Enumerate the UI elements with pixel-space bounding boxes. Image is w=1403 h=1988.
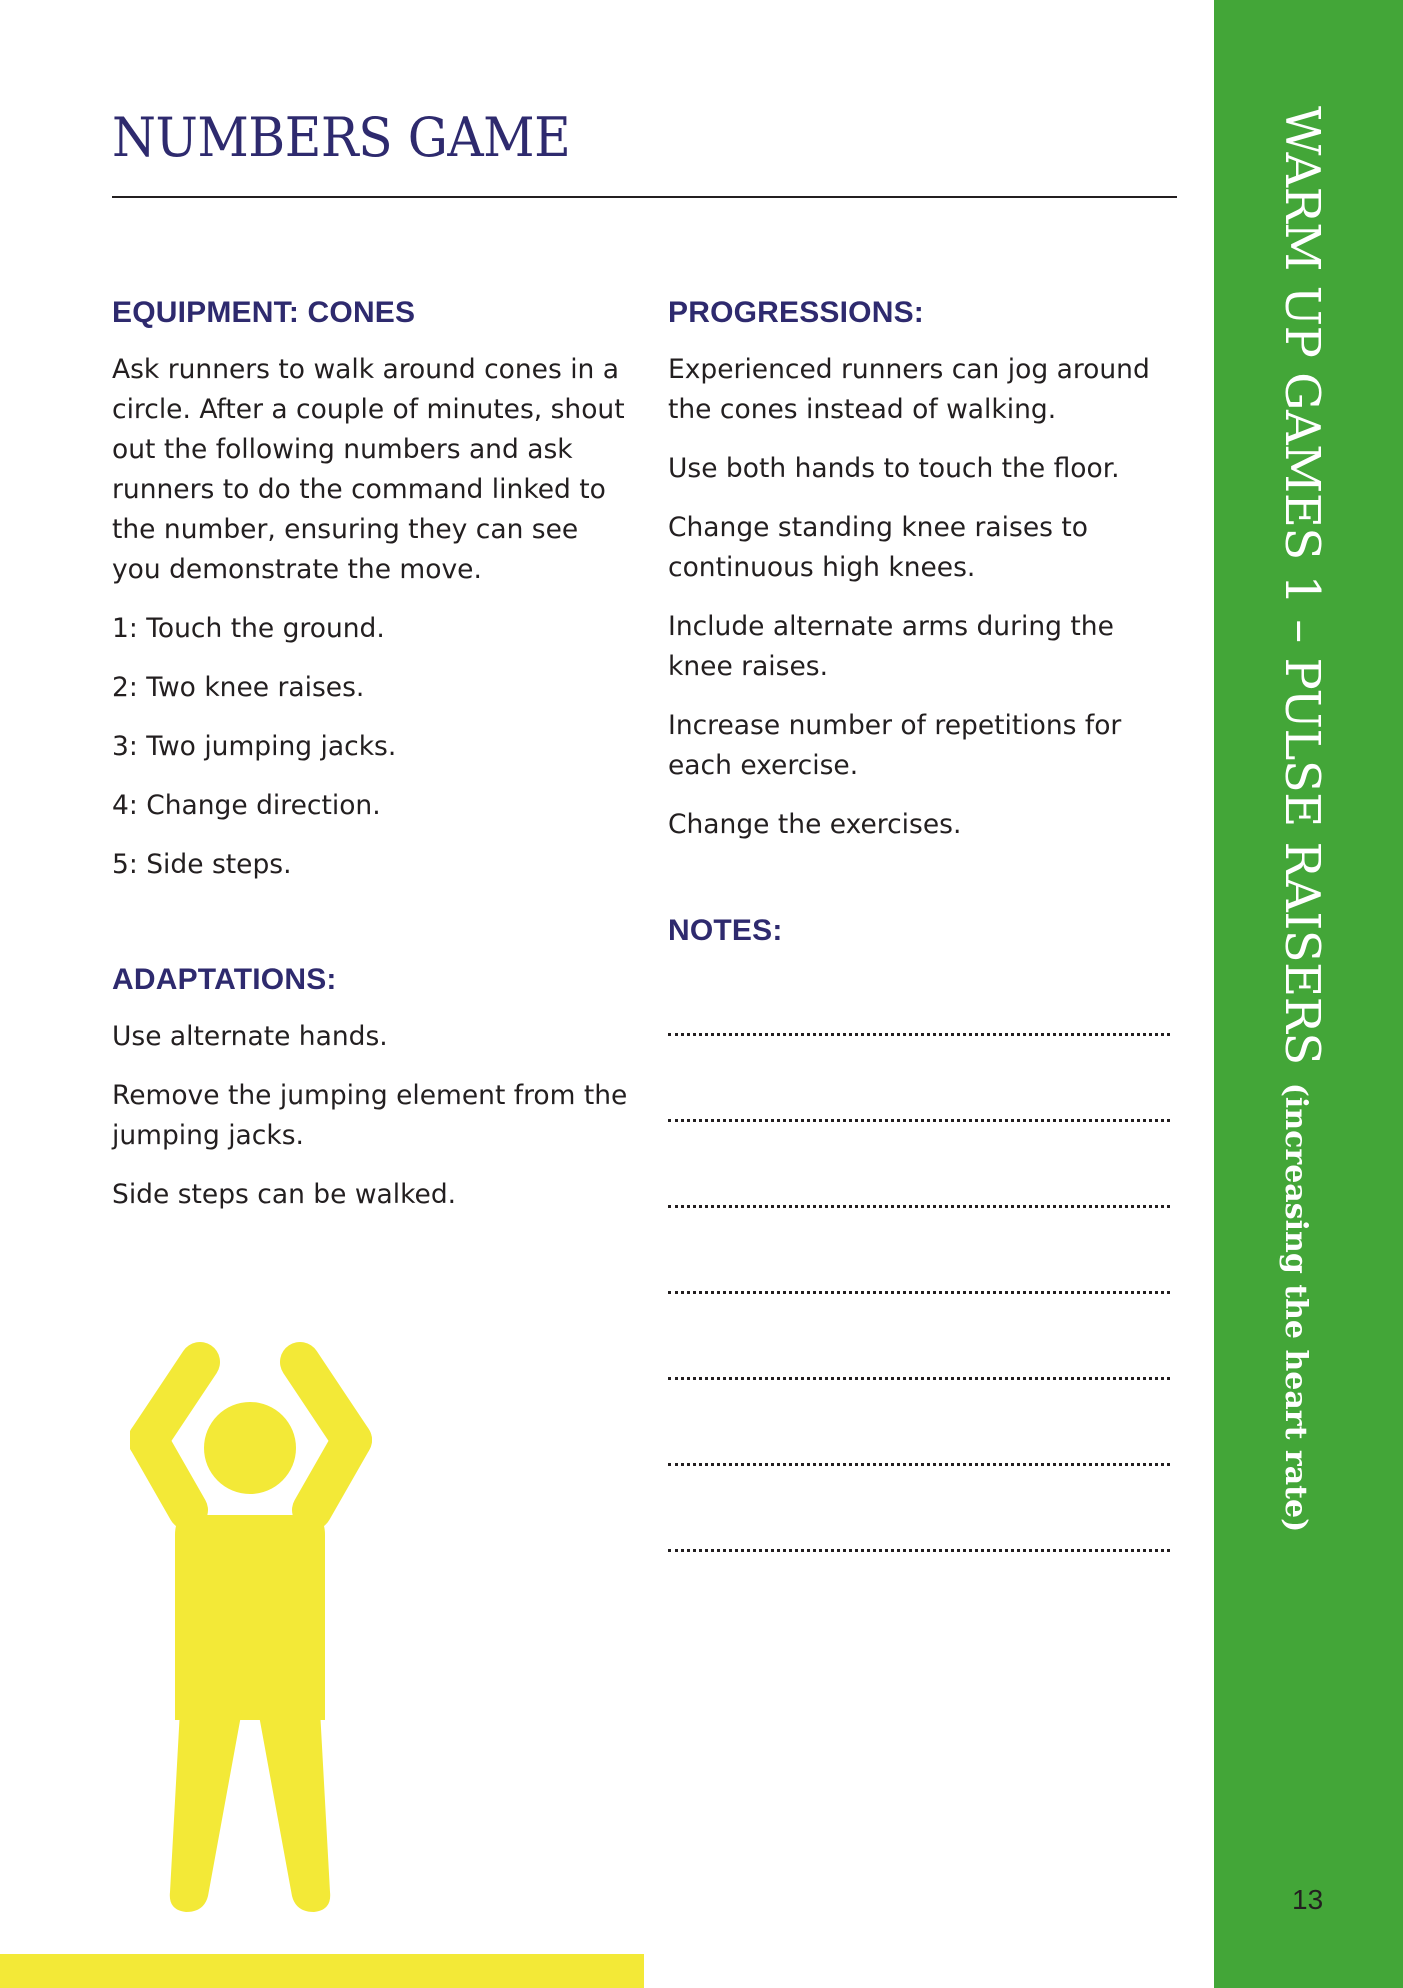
progression-item: Change standing knee raises to continuous high knees.: [668, 512, 1088, 583]
command-item: 3: Two jumping jacks.: [112, 731, 397, 762]
note-line[interactable]: [668, 1490, 1180, 1576]
note-line[interactable]: [668, 1404, 1180, 1490]
stick-figure-icon: [130, 1340, 390, 1920]
title-divider: [112, 196, 1177, 198]
command-item: 5: Side steps.: [112, 849, 292, 880]
right-column: [668, 296, 1180, 1576]
progression-item: Use both hands to touch the floor.: [668, 453, 1120, 484]
equipment-heading: EQUIPMENT: CONES: [112, 296, 416, 329]
notes-lines[interactable]: [668, 968, 1180, 1576]
progression-item: Include alternate arms during the knee raises.: [668, 611, 1114, 682]
adaptation-item: Side steps can be walked.: [112, 1179, 457, 1210]
progression-item: Change the exercises.: [668, 809, 962, 840]
note-line[interactable]: [668, 968, 1180, 1060]
page-number: 13: [1292, 1884, 1324, 1915]
note-line[interactable]: [668, 1146, 1180, 1232]
side-banner-main: WARM UP GAMES 1 – PULSE RAISERS: [1274, 106, 1330, 1065]
progression-item: Experienced runners can jog around the cones instead of walking.: [668, 354, 1150, 425]
equipment-description: Ask runners to walk around cones in a circle. After a couple of minutes, shout out the following numbers and ask runners to do the command linked to the number, ensuring they can see you demonstrate the move.: [112, 354, 625, 585]
note-line[interactable]: [668, 1232, 1180, 1318]
note-line[interactable]: [668, 1060, 1180, 1146]
notes-heading: NOTES:: [668, 914, 783, 947]
side-banner-text: [1274, 106, 1330, 1532]
adaptation-item: Use alternate hands.: [112, 1021, 388, 1052]
command-item: 1: Touch the ground.: [112, 613, 385, 644]
note-line[interactable]: [668, 1318, 1180, 1404]
adaptation-item: Remove the jumping element from the jumping jacks.: [112, 1080, 628, 1151]
adaptations-heading: ADAPTATIONS:: [112, 963, 337, 996]
left-column: [112, 296, 632, 1234]
progressions-heading: PROGRESSIONS:: [668, 296, 924, 329]
bottom-accent-bar: [0, 1954, 644, 1988]
page-title: NUMBERS GAME: [112, 106, 571, 169]
command-item: 4: Change direction.: [112, 790, 381, 821]
side-banner-sub: (increasing the heart rate): [1278, 1082, 1313, 1533]
progression-item: Increase number of repetitions for each exercise.: [668, 710, 1122, 781]
command-item: 2: Two knee raises.: [112, 672, 365, 703]
